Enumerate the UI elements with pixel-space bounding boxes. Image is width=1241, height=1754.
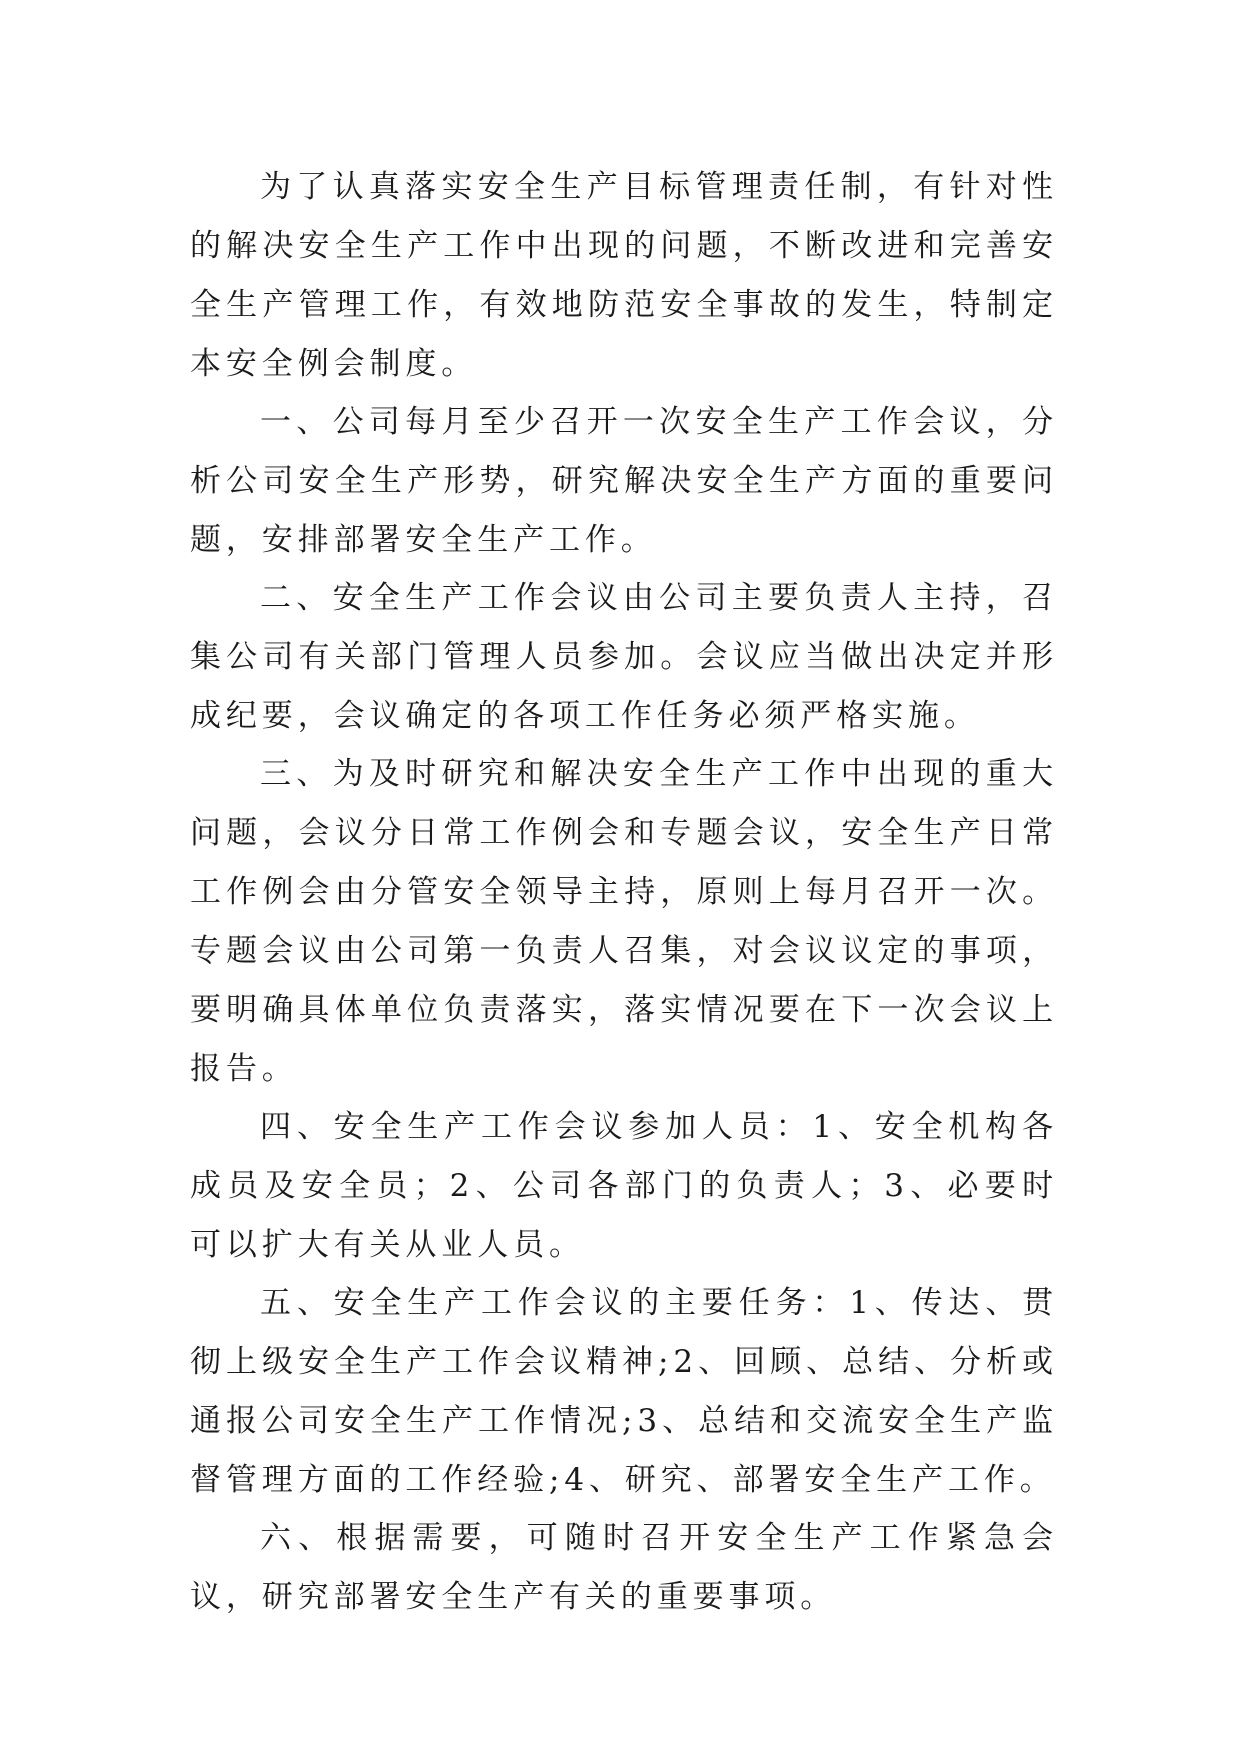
clause-6-paragraph: 六、根据需要，可随时召开安全生产工作紧急会议，研究部署安全生产有关的重要事项。	[190, 1520, 1058, 1615]
clause-1-paragraph: 一、公司每月至少召开一次安全生产工作会议，分析公司安全生产形势，研究解决安全生产方面的重要问题，安排部署安全生产工作。	[190, 404, 1058, 558]
clause-5-paragraph: 五、安全生产工作会议的主要任务：1、传达、贯彻上级安全生产工作会议精神;2、回顾、总结、分析或通报公司安全生产工作情况;3、总结和交流安全生产监督管理方面的工作经验;4、研究、部署安全生产工作。	[190, 1285, 1058, 1498]
clause-3-paragraph: 三、为及时研究和解决安全生产工作中出现的重大问题，会议分日常工作例会和专题会议，安全生产日常工作例会由分管安全领导主持，原则上每月召开一次。专题会议由公司第一负责人召集，对会议议定的事项，要明确具体单位负责落实，落实情况要在下一次会议上报告。	[190, 756, 1058, 1087]
clause-4-paragraph: 四、安全生产工作会议参加人员：1、安全机构各成员及安全员；2、公司各部门的负责人；3、必要时可以扩大有关从业人员。	[190, 1109, 1058, 1263]
clause-2-paragraph: 二、安全生产工作会议由公司主要负责人主持，召集公司有关部门管理人员参加。会议应当做出决定并形成纪要，会议确定的各项工作任务必须严格实施。	[190, 580, 1058, 734]
intro-paragraph: 为了认真落实安全生产目标管理责任制，有针对性的解决安全生产工作中出现的问题，不断改进和完善安全生产管理工作，有效地防范安全事故的发生，特制定本安全例会制度。	[190, 169, 1058, 382]
document-body	[190, 158, 1058, 1626]
